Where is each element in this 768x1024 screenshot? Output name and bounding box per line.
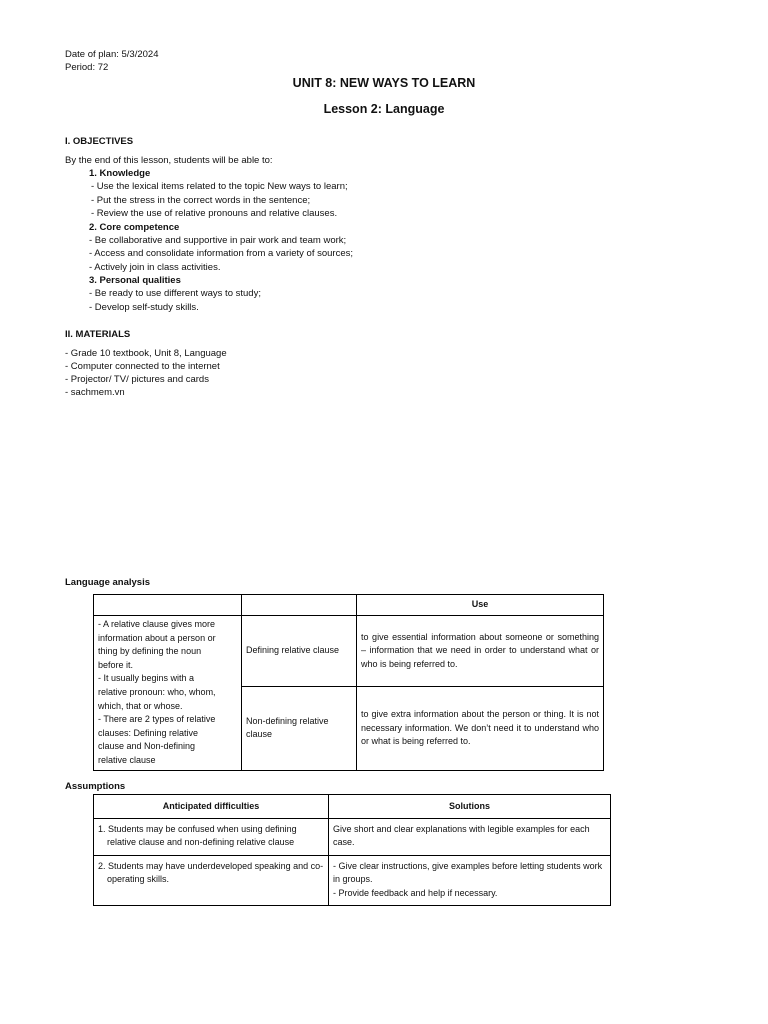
core-item: - Actively join in class activities. [89,262,221,273]
description-line: thing by defining the noun [98,646,202,657]
core-item: - Access and consolidate information from a variety of sources; [89,248,354,259]
knowledge-item: - Put the stress in the correct words in the sentence; [91,195,311,206]
description-line: information about a person or [98,632,216,643]
unit-title: UNIT 8: NEW WAYS TO LEARN [292,76,476,90]
difficulty-text: 2. Students may have underdeveloped speaking and co-operating skills. [98,861,324,885]
date-of-plan: Date of plan: 5/3/2024 [65,49,159,60]
description-line: relative pronoun: who, whom, [98,686,216,697]
objectives-heading: I. OBJECTIVES [65,136,134,147]
core-heading: 2. Core competence [89,222,180,233]
table-header-use: Use [357,595,604,616]
period: Period: 72 [65,62,109,73]
solution-text: - Provide feedback and help if necessary. [333,887,498,898]
solution-cell [329,856,611,906]
relative-clause-description [94,616,242,771]
table-header-difficulties: Anticipated difficulties [94,795,329,819]
knowledge-item: - Review the use of relative pronouns and relative clauses. [91,208,338,219]
assumptions-heading: Assumptions [65,781,126,792]
assumptions-table [93,794,611,906]
difficulty-text: 1. Students may be confused when using defining relative clause and non-defining relative clause [98,824,297,848]
description-line: - It usually begins with a [98,673,195,684]
core-item: - Be collaborative and supportive in pair work and team work; [89,235,347,246]
description-line: - A relative clause gives more [98,619,216,629]
personal-item: - Develop self-study skills. [89,302,199,313]
difficulty-cell [94,856,329,906]
objectives-intro: By the end of this lesson, students will be able to: [65,155,273,166]
description-line: relative clause [98,754,156,765]
description-line: clause and Non-defining [98,741,196,752]
solution-text: - Give clear instructions, give examples before letting students work in groups. [333,861,603,885]
table-header-empty [94,595,242,616]
lesson-title: Lesson 2: Language [323,102,445,116]
materials-item: - Projector/ TV/ pictures and cards [65,374,209,385]
materials-item: - Grade 10 textbook, Unit 8, Language [65,348,227,359]
table-header-empty [242,595,357,616]
materials-heading: II. MATERIALS [65,329,131,340]
description-line: before it. [98,659,134,670]
clause-type: Defining relative clause [242,616,357,687]
description-line: clauses: Defining relative [98,727,199,738]
solution-cell: Give short and clear explanations with legible examples for each case. [329,819,611,856]
table-header-solutions: Solutions [329,795,611,819]
clause-use: to give extra information about the person or thing. It is not necessary information. We don’t need it to understand who or what is being referred to. [357,687,604,770]
difficulty-cell [94,819,329,856]
clause-type: Non-defining relative clause [242,687,357,770]
personal-item: - Be ready to use different ways to study; [89,288,261,299]
clause-use: to give essential information about someone or something – information that we need in order to understand what or who is being referred to. [357,616,604,687]
materials-item: - sachmem.vn [65,387,125,398]
materials-item: - Computer connected to the internet [65,361,220,372]
knowledge-item: - Use the lexical items related to the topic New ways to learn; [91,181,348,192]
description-line: which, that or whose. [98,700,183,711]
knowledge-heading: 1. Knowledge [89,168,151,179]
description-line: - There are 2 types of relative [98,714,216,725]
language-analysis-table [93,594,604,771]
language-analysis-heading: Language analysis [65,577,151,588]
personal-heading: 3. Personal qualities [89,275,181,286]
